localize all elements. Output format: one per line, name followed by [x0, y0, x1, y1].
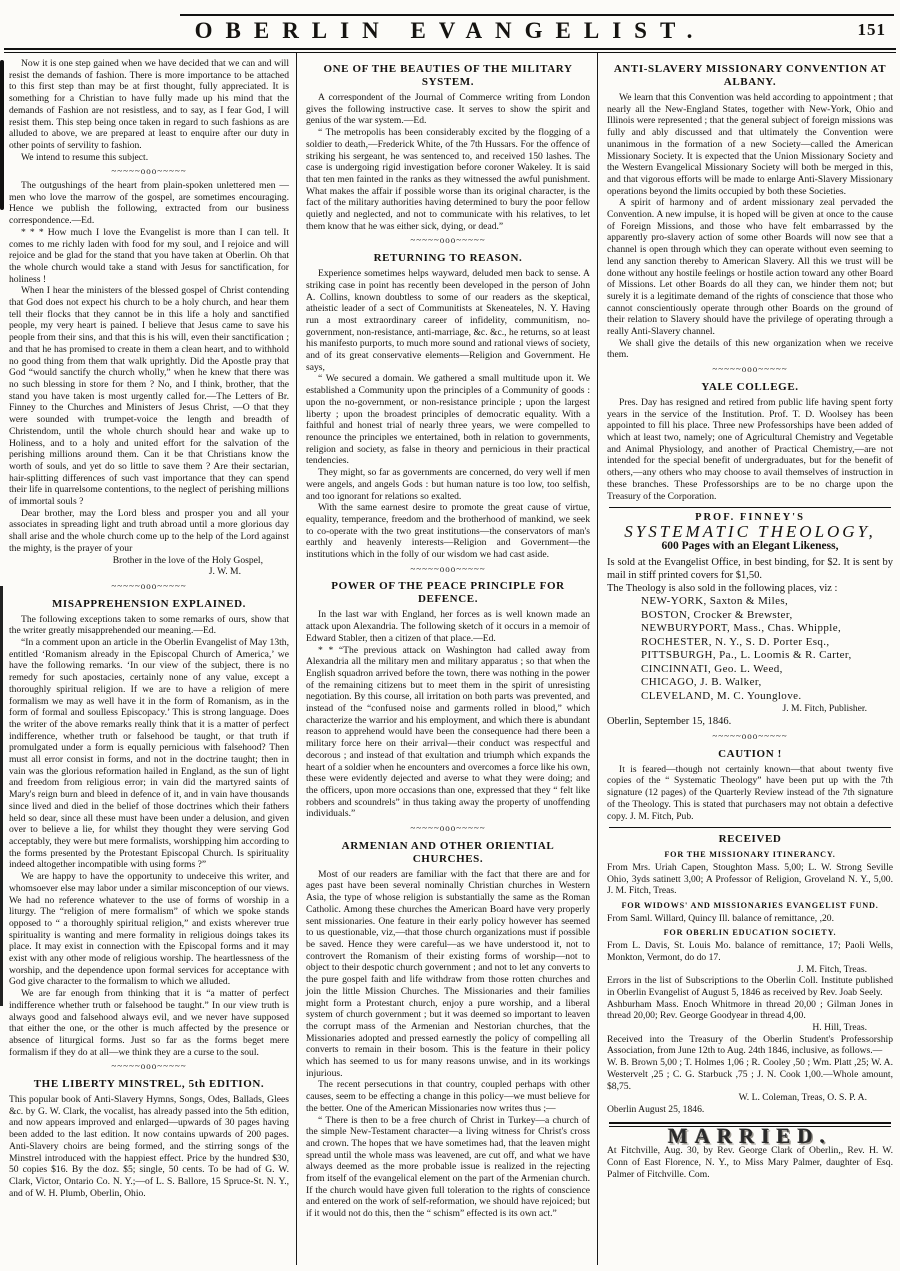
- article-heading: RETURNING TO REASON.: [373, 252, 523, 265]
- seller-list-item: NEW-YORK, Saxton & Miles,: [641, 595, 789, 608]
- paragraph: This popular book of Anti-Slavery Hymns, Songs, Odes, Ballads, Glees &c. by G. W. Clark, the vocalist, has already passed into the 5th edition, and now appears improved and enlarged—upwards of 30 pages having been added to the last edition. It now contains upwards of 200 pages. Anti-Slavery choirs are being formed, and the stirring songs of the Minstrel introduced with the happiest effect. Price by the hundred $30, 50 copies $16. By the doz. $5; single, 50 cents. To be had of G. W. Clark, Victor, Ontario Co. N. Y.;—of L. S. Ballore, 15 Spruce-St. N. Y., and of W. H. Plumb, Oberlin, Ohio.: [9, 1094, 289, 1199]
- paragraph: We are far enough from thinking that it is “a matter of perfect indifference whether truth or falsehood be taught.” In our view truth is always good and falsehood always evil, and we never have supposed that either the one, or the other is much affected by the presence or absence of liturgical forms. Just so far as the forms beget mere formalism if they do at all—we think they are a curse to the soul.: [9, 988, 289, 1058]
- paragraph: “In a comment upon an article in the Oberlin Evangelist of May 13th, entitled ‘Romanism already in the Episcopal Church of America,’ we have the following remarks. ‘In our view of the subject, there is no remedy for such apostacies, certainly none of any value, except a thoroughly spiritual religion. If we are to have a religion of mere formalism we may as well have it in the form of Romanism, as in the form of formal and soulless Episcopacy.’ This is strong language. Does the writer of the above remarks really think that it is a matter of perfect indifference, whether truth or falsehood be taught, or that truth if promulgated under a form is equally pernicious with falsehood? Then must all error consist in forms, and not in the doctrine taught; then in vain was the glorious reformation hailed in England, as the sun of light and freedom from religious error; in vain did the martyred saints of Mary's reign burn and bleed in defence of it, and in vain have thousands since lived and died in the belief of those doctrines which their fathers held so dear, since all these must have been under a delusion, and given over to believe a lie, for whilst they thought they were serving God acceptably, they were but mere formalists, worshipping him according to the forms presented by the Protestant Episcopal Church. Is spirituality indeed altogether incompatible with using forms ?”: [9, 637, 289, 871]
- paragraph: “ There is then to be a free church of Christ in Turkey—a church of the simple New-Testament character—a living witness for Christ's cross and crown. The hopes that we have sometimes had, that the leaven might spread until the whole mass was leavened, are cut off, and what we have always deemed as the more probable issue is realized in the rejecting from itself of the evangelical element on the part of the Armenian church. If the church would have given full toleration to the rights of conscience and entered on the work of self-reformation, we should have rejoiced; but if it would not do this, then the “ schism” effected is its own act.”: [306, 1114, 590, 1220]
- article-heading: RECEIVED: [718, 833, 782, 846]
- paragraph: From Mrs. Uriah Capen, Stoughton Mass. 5,00; L. W. Strong Seville Ohio, 3yds satinett 3,00; A Professor of Religion, Groveland N. Y., 5,00. J. M. Fitch, Treas.: [607, 861, 893, 897]
- section-divider-ornament: ~~~~~ooo~~~~~: [111, 166, 187, 177]
- paragraph: The recent persecutions in that country, coupled perhaps with other causes, seem to be effecting a change in this policy—we must believe for the better. One of the American Missionaries now writes thus ;—: [306, 1079, 590, 1114]
- paragraph: We learn that this Convention was held according to appointment ; that nearly all the New-England States, together with New-York, Ohio and Illinois were represented ; that the general subject of foreign missions was fully and ably discussed and that ultimately the Convention were unanimous in the formation of a new Society—called the American Missionary Society. It is expected that the Union Missionary Society and the Western Evangelical Missionary Society will both be merged in this, and that vigorous efforts will be made to enlarge Anti-Slavery Missionary operations beyond the limits occupied by both these Societies.: [607, 92, 893, 197]
- seller-list-item: CLEVELAND, M. C. Younglove.: [641, 689, 802, 702]
- column-3: [598, 53, 900, 1265]
- paragraph: Most of our readers are familiar with the fact that there are and for ages past have been several nominally Christian churches in Western Asia, the type of whose religion is substantially the same as the Roman Catholic. Among these churches the American Board have very properly sent missionaries. One feature in their early policy however has seemed to us questionable, viz,—that those church organizations must if possible be saved. Hence they were careful—as we have understood it, not to controvert the Romanism of their existing forms of worship—not to object to their despotic church government ; and not to let any converts to the pure gospel faith and life withdraw from those rotten churches and join the little Mission Churches. The Missionaries and their families might form a Protestant church, enjoy a pure worship, and a liberal system of church government ; but it was deemed so important to leaven the corrupt mass of the Armenian and Nestorian churches, that the Missionaries adopted and pressed earnestly the policy of compelling all converts to remain in their bosom. This is the feature in their policy which has seemed to us for many reasons unwise, and in its workings injurious.: [306, 868, 590, 1079]
- paragraph: From Saml. Willard, Quincy Ill. balance of remittance, ,20.: [607, 912, 834, 924]
- column-2: [296, 53, 598, 1265]
- paragraph: From L. Davis, St. Louis Mo. balance of remittance, 17; Paoli Wells, Monkton, Vermont, do do 17.: [607, 940, 893, 963]
- paragraph: Oberlin August 25, 1846.: [607, 1104, 705, 1115]
- paragraph: W. B. Brown 5,00 ; T. Holmes 1,06 ; R. Cooley ,50 ; Wm. Platt ,25; W. A. Westervelt ,25 ; C. G. Starbuck ,75 ; J. N. Cook 1,00.—Whole amount, $8,75.: [607, 1057, 893, 1092]
- right-aligned-line: Brother in the love of the Holy Gospel,: [112, 554, 263, 566]
- section-rule: [609, 507, 891, 508]
- section-divider-ornament: ~~~~~ooo~~~~~: [410, 823, 486, 834]
- seller-list-item: PITTSBURGH, Pa., L. Loomis & R. Carter,: [641, 649, 852, 662]
- section-rule: [609, 827, 891, 828]
- page-number: 151: [857, 20, 886, 39]
- section-divider-ornament: ~~~~~ooo~~~~~: [111, 1061, 187, 1072]
- paragraph: Dear brother, may the Lord bless and prosper you and all your associates in spreading light and truth abroad until a more glorious day shall arise and the whole church come up to the help of the Lord against the mighty, is the prayer of your: [9, 507, 289, 554]
- paragraph: They might, so far as governments are concerned, do very well if men were angels, and angels Gods : but human nature is too low, too selfish, and too ignorant for relations so exalted.: [306, 467, 590, 502]
- paragraph: We shall give the details of this new organization when we receive them.: [607, 337, 893, 361]
- seller-list-item: CINCINNATI, Geo. L. Weed,: [641, 662, 783, 675]
- paragraph: Pres. Day has resigned and retired from public life having spent forty years in the service of the Institution. Prof. T. D. Woolsey has been appointed to fill his place. Three new Professorships have been added of which at least two, namely; one of Agricultural Chemistry and Vegetable and Animal Physiology, and another of Practical Chemistry,—are not intended for the special benefit of undergraduates, but for the benefit of others,—any others who may choose to avail themselves of instruction in these branches. These Professorships are to be no charge upon the Treasury of the Corporation.: [607, 396, 893, 502]
- paragraph: The following exceptions taken to some remarks of ours, show that the writer greatly misapprehended our meaning.—Ed.: [9, 613, 289, 637]
- advertisement-author: PROF. FINNEY'S: [695, 512, 805, 524]
- paragraph: * * “The previous attack on Washington had called away from Alexandria all the military men and military apparatus ; so that when the English squadron arrived before the town, there was nothing in the power of the remaining citizens but to meet them in the spirit of unresisting negotiation. By this course, all irritation on both parts was prevented, and instead of the “confused noise and garments rolled in blood,” which characterize the warrior and his employment, and which there is abundant reason to apprehend would have been the consequence had there been a military force here on their arrival—their conduct was respectful and decorous ; and instead of that exultation and triumph which expands the heart of a soldier when he encounters and overcomes a force like his own, these were evidently dejected and averse to what they were doing; and the officers, upon more occasions than one, expressed that they “ felt like robbers and scoundrels” in thus taking away the property of unoffending individuals.”: [306, 644, 590, 820]
- paragraph: Ashburham Mass. Enoch Whitmore in thread 20,00 ; Gilman Jones in thread 20,00; Rev. George Goodyear in thread 4,00.: [607, 998, 893, 1022]
- paragraph: It is feared—though not certainly known—that about twenty five copies of the “ Systematic Theology” have been put up with the 7th signature (12 pages) of the Quarterly Review instead of the 7th signature of the Theology. This is stated that purchasers may not obtain a defective copy. J. M. Fitch, Pub.: [607, 763, 893, 822]
- paragraph: Received into the Treasury of the Oberlin Student's Professorship Association, from June 12th to Aug. 24th 1846, inclusive, as follows.—: [607, 1033, 893, 1057]
- advertisement-text: Oberlin, September 15, 1846.: [607, 716, 732, 728]
- paragraph: A spirit of harmony and of ardent missionary zeal pervaded the Convention. A new impulse, it is hoped will be given at once to the cause of Foreign Missions, and those who have felt embarrassed by the apparently pro-slavery action of some other Boards will now see that a channel is open through which they can operate without even seeming to lend any sanction thereby to American Slavery. All this we trust will be done without any hostile feelings or hostile action toward any other Board of Missions. Let other Boards do all they can, we hinder them not; but surely it is a legitimate demand of the rights of conscience that those who cannot conscientiously operate through other Boards on the ground of their relation to Slavery should have the privilege of operating through a really Anti-Slavery channel.: [607, 197, 893, 338]
- section-divider-ornament: ~~~~~ooo~~~~~: [410, 563, 486, 574]
- right-aligned-line: W. L. Coleman, Treas, O. S. P. A.: [738, 1092, 867, 1104]
- article-heading: YALE COLLEGE.: [701, 380, 799, 393]
- advertisement-title: SYSTEMATIC THEOLOGY,: [624, 521, 876, 541]
- paragraph: With the same earnest desire to promote the great cause of virtue, equality, temperance, freedom and the brotherhood of mankind, we seek to co-operate with the two great institutions—the conservators of man's earthly and heavenly interests—Religion and Government—the institutions which in the folly of our wisdom we had cast aside.: [306, 502, 590, 561]
- advertisement-subtitle: 600 Pages with an Elegant Likeness,: [661, 539, 839, 552]
- article-heading: ARMENIAN AND OTHER ORIENTIAL CHURCHES.: [341, 839, 555, 865]
- article-heading: THE LIBERTY MINSTREL, 5th EDITION.: [33, 1078, 265, 1091]
- section-divider-ornament: ~~~~~ooo~~~~~: [410, 235, 486, 246]
- paragraph: The outgushings of the heart from plain-spoken unlettered men —men who love the marrow of the gospel, are sometimes encouraging. Hence we publish the following, extracted from our business correspondence.—Ed.: [9, 180, 289, 227]
- paragraph: * * * How much I love the Evangelist is more than I can tell. It comes to me richly laden with food for my soul, and I rejoice and will rejoice and be glad for the stand that you have taken at Oberlin. Oh that the whole church would take a stand with Jesus for sanctification, for holiness !: [9, 226, 289, 285]
- paragraph: A correspondent of the Journal of Commerce writing from London gives the following instructive case. It serves to show the spirit and genius of the war system.—Ed.: [306, 92, 590, 127]
- fund-subheading: FOR OBERLIN EDUCATION SOCIETY.: [663, 928, 837, 938]
- section-divider-ornament: ~~~~~ooo~~~~~: [111, 580, 187, 591]
- paper-title: OBERLIN EVANGELIST.: [194, 18, 706, 43]
- seller-list-item: BOSTON, Crocker & Brewster,: [641, 608, 793, 621]
- paragraph: Errors in the list of Subscriptions to the Oberlin Coll. Institute published in Oberlin Evangelist of August 5, 1846 as received by Rev. Joab Seely.: [607, 975, 893, 998]
- masthead: [0, 16, 900, 47]
- scan-artifact: [0, 586, 3, 1006]
- column-1: [0, 53, 296, 1265]
- article-heading: CAUTION !: [718, 747, 782, 760]
- fund-subheading: FOR THE MISSIONARY ITINERANCY.: [664, 850, 836, 860]
- right-aligned-line: J. M. Fitch, Publisher.: [782, 703, 867, 715]
- section-divider-ornament: ~~~~~ooo~~~~~: [712, 364, 788, 375]
- paragraph: At Fitchville, Aug. 30, by Rev. George Clark of Oberlin,, Rev. H. W. Conn of East Florence, N. Y., to Miss Mary Palmer, daughter of Esq. Palmer of Fitchville. Com.: [607, 1145, 893, 1180]
- fund-subheading: FOR WIDOWS' AND MISSIONARIES EVANGELIST FUND.: [621, 901, 879, 911]
- right-aligned-line: J. M. Fitch, Treas.: [797, 963, 867, 975]
- paragraph: “ We secured a domain. We gathered a small multitude upon it. We established a Community upon the principles of a Community of goods : upon the no-government, or non-resistance principle ; upon the largest liberty ; upon the broadest principles of democratic equality. With a faithful and honest trial of nearly three years, we were compelled to renounce the principles we entertained, both in relation to governments, religion and society, as false in theory and pernicious in their practical tendencies.: [306, 373, 590, 467]
- seller-list-item: ROCHESTER, N. Y., S. D. Porter Esq.,: [641, 635, 830, 648]
- article-heading: MISAPPREHENSION EXPLAINED.: [51, 597, 247, 610]
- advertisement-text: The Theology is also sold in the following places, viz :: [607, 583, 838, 595]
- paragraph: “ The metropolis has been considerably excited by the flogging of a soldier to death,—Frederick White, of the 7th Hussars. For the offence of striking his sergeant, he was sentenced to, and received 150 lashes. The case is undergoing rigid investigation before coroner Wakeley. It is said that ten men fainted in the ranks as they witnessed the awful punishment. What makes the affair if possible worse than its original character, is the fact of the military authorities having determined to bury the poor fellow quietly and neglected, and not to communicate with his relatives, to let them know that he was either sick, dying, or dead.”: [306, 127, 590, 232]
- scan-artifact: [0, 60, 4, 210]
- article-heading: POWER OF THE PEACE PRINCIPLE FOR DEFENCE.: [331, 580, 565, 606]
- paragraph: We intend to resume this subject.: [21, 151, 149, 163]
- seller-list-item: NEWBURYPORT, Mass., Chas. Whipple,: [641, 622, 842, 635]
- paragraph: Experience sometimes helps wayward, deluded men back to sense. A striking case in point has recently been developed in the person of John A. Collins, known doubtless to some of our readers as the skeptical, atheistic leader of a sect of Communitists at Skeneateles, N. Y. Having run a most extraordinary career of infidelity, communitism, no-government, non-resistance, anti-marriage, &c. &c., he returns, so at least his manifesto purports, to much more sound and rational views of society, and of its great conservative elements—Religion and Government. He says,: [306, 268, 590, 373]
- seller-list-item: CHICAGO, J. B. Walker,: [641, 676, 762, 689]
- paragraph: We are happy to have the opportunity to undeceive this writer, and whomsoever else may labor under a similar misconception of our views. We had no reference whatever to the use of forms of worship in a liturgy. The “religion of mere formalism” of which we spoke stands opposed to “ a thoroughly spiritual religion,” and exists wherever true spirituality is wanting and mere formality in religious doings takes its place. It may exist in connection with the Episcopal forms and it may exist with any other mode of religious worship. The heartlessness of the worship, and the dependence upon formal services for acceptance with God give character to the formalism to which we alluded.: [9, 871, 289, 988]
- advertisement-text: Is sold at the Evangelist Office, in best binding, for $2. It is sent by mail in stiff printed covers for $1,50.: [607, 557, 893, 582]
- column-layout: [0, 53, 900, 1265]
- paragraph: In the last war with England, her forces as is well known made an attack upon Alexandria. The following sketch of it occurs in a memoir of Edward Stabler, then a citizen of that place.—Ed.: [306, 609, 590, 644]
- right-aligned-line: H. Hill, Treas.: [812, 1022, 867, 1034]
- article-heading: ONE OF THE BEAUTIES OF THE MILITARY SYSTEM.: [323, 63, 573, 88]
- signature-initials: J. W. M.: [208, 566, 241, 578]
- married-heading: MARRIED.: [668, 1123, 832, 1148]
- section-divider-ornament: ~~~~~ooo~~~~~: [712, 731, 788, 742]
- paragraph: When I hear the ministers of the blessed gospel of Christ contending that God does not expect his church to be a holy church, and hear them tell their flocks that they cannot be in this life a holy and sanctified people, my very heart is pained. I believe that Jesus came to save his people from their sins, and that this is his will, even their sanctification ; and that he has promised to create in them a clean heart, and to withhold no good thing from them that walk uprightly. Did the Apostle pray that God “would sanctify the church wholly,” when he knew that there was no such blessing in store for them ? No, and I think, brother, that the stand you have taken is most urgently called for.—The Letters of Br. Finney to the Churches and Ministers of Jesus Christ, —O that they were sounded with trumpet-voice the length and breadth of Christendom, until the whole church should hear and wake up to Holiness, and to a holy and united effort for the salvation of the perishing millions around them. Can it be that Christians know the worth of souls, and yet do so little to save them ? Are their sectarian, hair-splitting differences of such vast importance that they can spend their life in quarrelsome contentions, to the neglect of perishing millions of immortal souls ?: [9, 285, 289, 508]
- paragraph: Now it is one step gained when we have decided that we can and will resist the demands of fashion. There is more importance to be attached to this first step than may be at first thought, fully appreciated. It is something for a Christian to have fully made up his mind that the demands of Fashion are not resistless, and to say, as I fear God, I will resist them. This step being once taken in regard to such fashions as are alluded to above, we are prepared at least to enquire after our duty in other points of servility to fashion.: [9, 58, 289, 151]
- article-heading: ANTI-SLAVERY MISSIONARY CONVENTION AT ALBANY.: [613, 63, 887, 88]
